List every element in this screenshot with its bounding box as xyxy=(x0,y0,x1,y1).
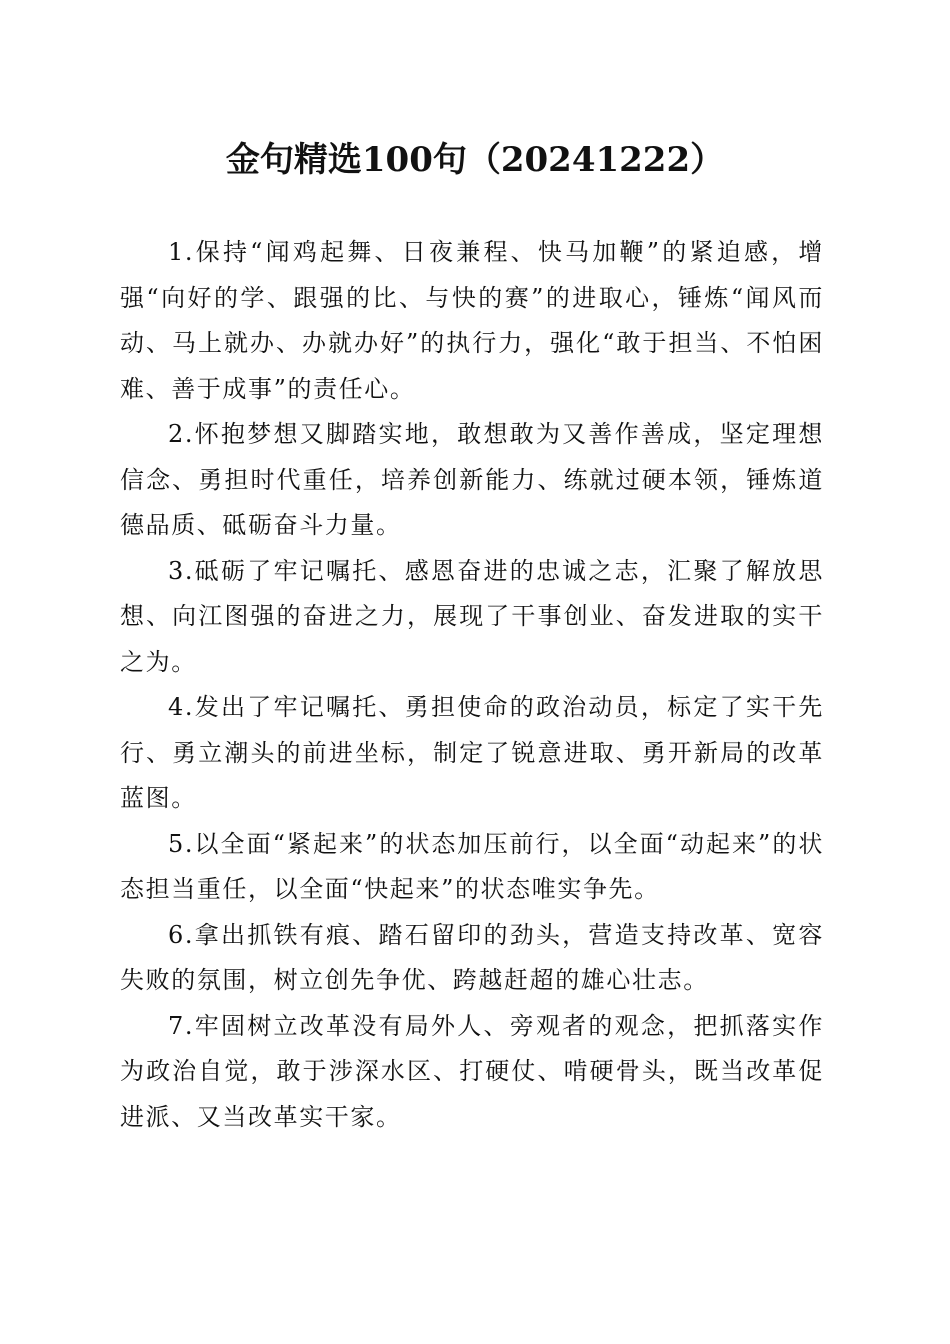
paragraph-3: 3.砥砺了牢记嘱托、感恩奋进的忠诚之志，汇聚了解放思想、向江图强的奋进之力，展现了干事创业、奋发进取的实干之为。 xyxy=(120,556,824,676)
paragraph-4: 4.发出了牢记嘱托、勇担使命的政治动员，标定了实干先行、勇立潮头的前进坐标，制定了锐意进取、勇开新局的改革蓝图。 xyxy=(120,693,824,812)
paragraph-2: 2.怀抱梦想又脚踏实地，敢想敢为又善作善成，坚定理想信念、勇担时代重任，培养创新能力、练就过硬本领，锤炼道德品质、砥砺奋斗力量。 xyxy=(120,420,824,539)
paragraph-7: 7.牢固树立改革没有局外人、旁观者的观念，把抓落实作为政治自觉，敢于涉深水区、打硬仗、啃硬骨头，既当改革促进派、又当改革实干家。 xyxy=(120,1011,824,1131)
document-body xyxy=(120,230,824,1140)
paragraph-1: 1.保持“闻鸡起舞、日夜兼程、快马加鞭”的紧迫感，增强“向好的学、跟强的比、与快的赛”的进取心，锤炼“闻风而动、马上就办、办就办好”的执行力，强化“敢于担当、不怕困难、善于成事”的责任心。 xyxy=(120,238,824,403)
paragraph-5: 5.以全面“紧起来”的状态加压前行，以全面“动起来”的状态担当重任，以全面“快起来”的状态唯实争先。 xyxy=(120,829,824,903)
paragraph-6: 6.拿出抓铁有痕、踏石留印的劲头，营造支持改革、宽容失败的氛围，树立创先争优、跨越赶超的雄心壮志。 xyxy=(120,920,824,994)
document-title: 金句精选100句（20241222） xyxy=(225,140,725,180)
